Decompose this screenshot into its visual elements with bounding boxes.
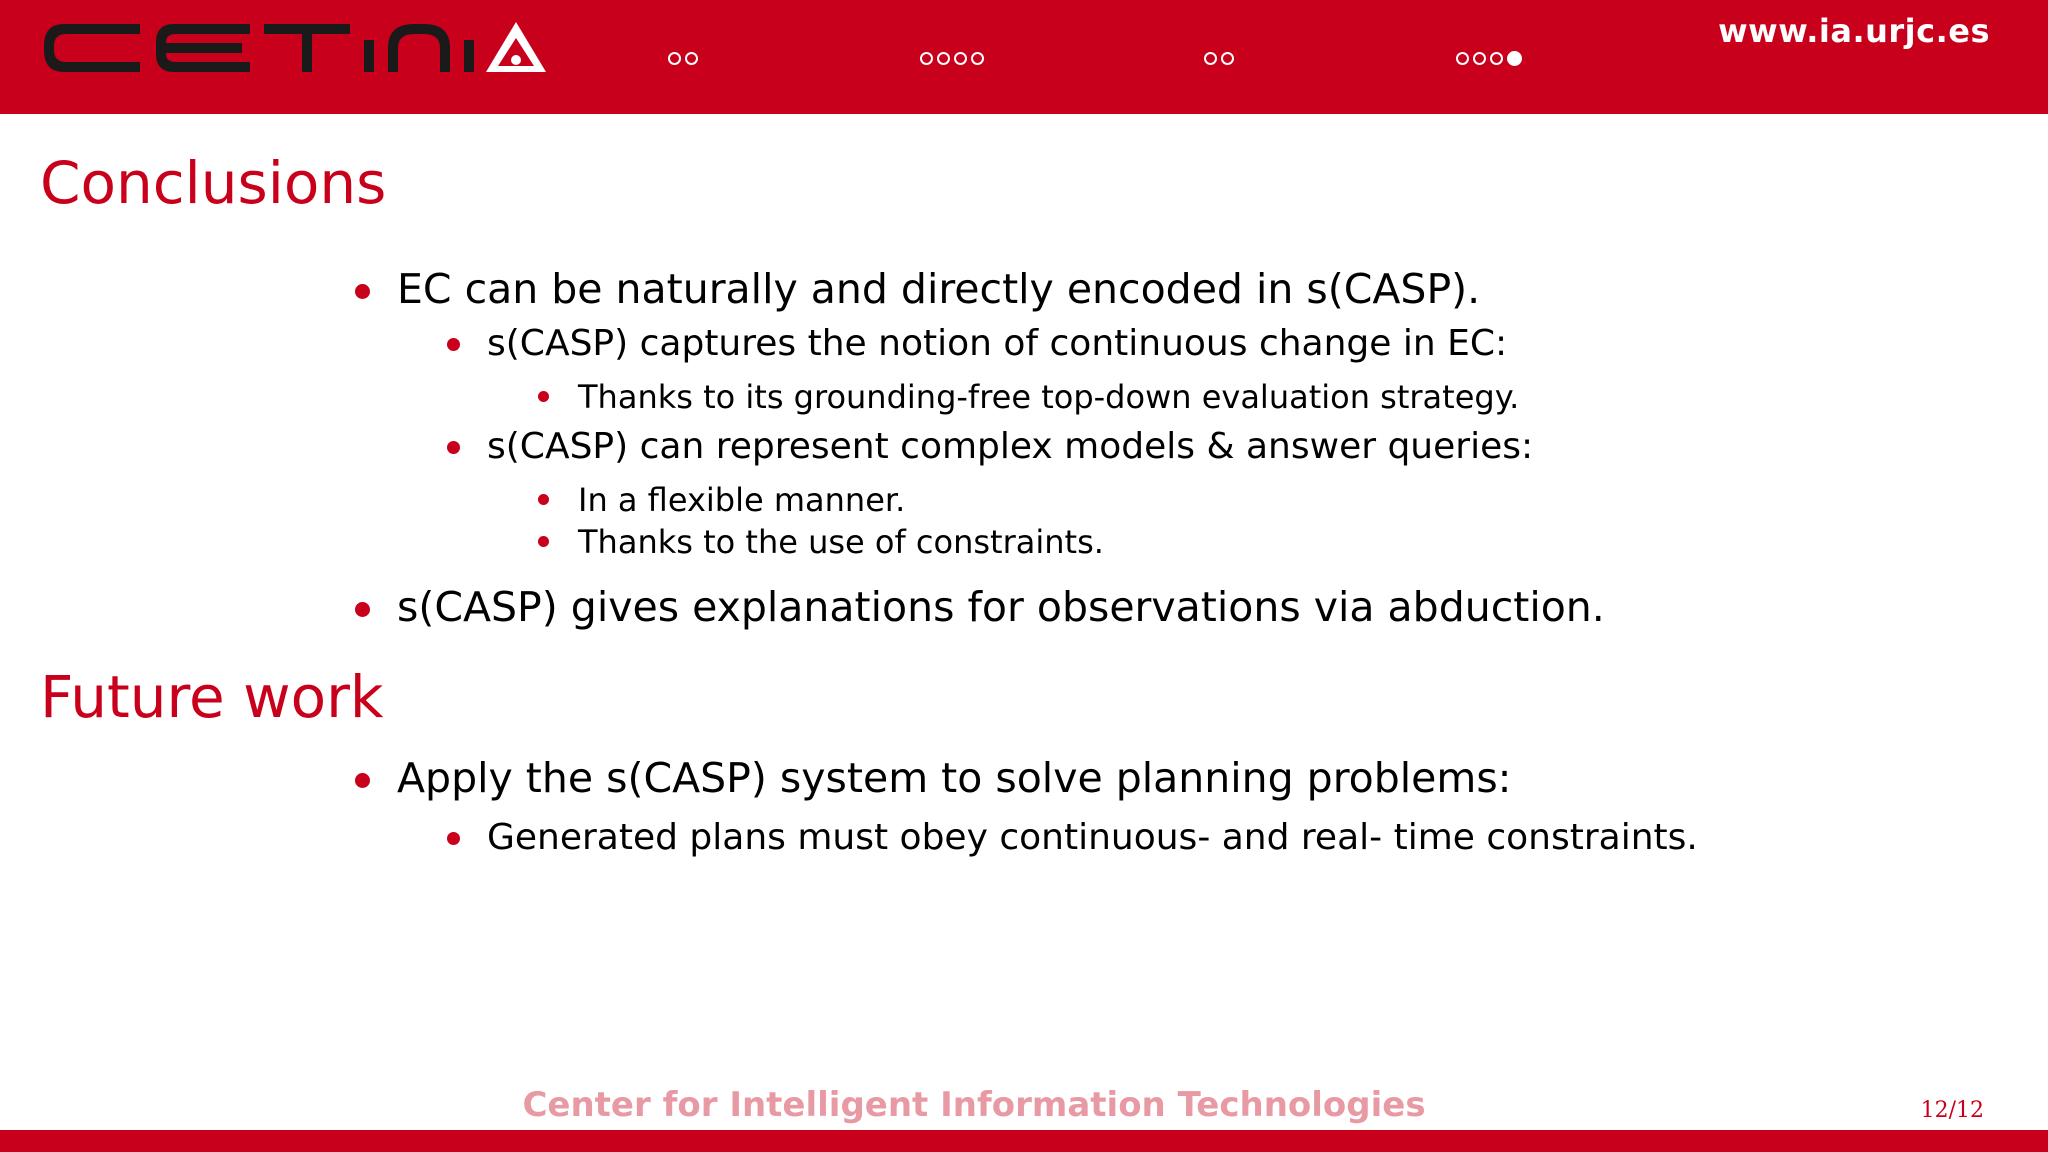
bullet-icon <box>447 832 460 845</box>
nav-section-2[interactable] <box>920 48 984 68</box>
list-item <box>578 523 1104 561</box>
nav-dot[interactable] <box>668 52 681 65</box>
list-item-text: In a flexible manner. <box>578 481 906 519</box>
list-item <box>397 583 1605 631</box>
header-bar <box>0 0 2048 114</box>
nav-section-4[interactable] <box>1456 48 1522 68</box>
bullet-icon <box>355 773 370 788</box>
website-url: www.ia.urjc.es <box>1718 12 1990 50</box>
bullet-icon <box>447 338 460 351</box>
nav-dot[interactable] <box>1473 52 1486 65</box>
list-item-text: Apply the s(CASP) system to solve planning problems: <box>397 754 1512 802</box>
bullet-icon <box>355 602 370 617</box>
nav-dot[interactable] <box>1204 52 1217 65</box>
bullet-icon <box>538 391 549 402</box>
list-item-text: EC can be naturally and directly encoded in s(CASP). <box>397 265 1481 313</box>
bullet-icon <box>538 494 549 505</box>
footer-center-text: Center for Intelligent Information Technologies <box>522 1085 1426 1125</box>
nav-dot[interactable] <box>971 52 984 65</box>
footer-bar <box>0 1130 2048 1152</box>
nav-dot[interactable] <box>937 52 950 65</box>
list-item-text: s(CASP) captures the notion of continuous change in EC: <box>487 323 1508 364</box>
nav-dot[interactable] <box>1221 52 1234 65</box>
list-item-text: Thanks to its grounding-free top-down evaluation strategy. <box>578 378 1520 416</box>
list-item <box>397 754 1512 802</box>
list-item-text: s(CASP) gives explanations for observations via abduction. <box>397 583 1605 631</box>
cetinia-logo <box>42 18 546 78</box>
list-item-text: Generated plans must obey continuous- and real- time constraints. <box>487 817 1698 858</box>
future-work-title: Future work <box>40 663 384 731</box>
page-number: 12/12 <box>1920 1098 1984 1123</box>
bullet-icon <box>538 536 549 547</box>
list-item-text: s(CASP) can represent complex models & answer queries: <box>487 426 1534 467</box>
conclusions-title: Conclusions <box>40 149 387 217</box>
nav-section-3[interactable] <box>1204 48 1234 68</box>
list-item-text: Thanks to the use of constraints. <box>578 523 1104 561</box>
list-item <box>487 323 1508 364</box>
list-item <box>397 265 1481 313</box>
bullet-icon <box>355 284 370 299</box>
nav-dot[interactable] <box>954 52 967 65</box>
nav-dot[interactable] <box>1456 52 1469 65</box>
nav-section-1[interactable] <box>668 48 698 68</box>
nav-dot[interactable] <box>685 52 698 65</box>
bullet-icon <box>447 441 460 454</box>
nav-dot[interactable] <box>1490 52 1503 65</box>
nav-dot-current[interactable] <box>1507 51 1522 66</box>
list-item <box>487 817 1698 858</box>
list-item <box>578 378 1520 416</box>
list-item <box>578 481 906 519</box>
nav-dot[interactable] <box>920 52 933 65</box>
list-item <box>487 426 1534 467</box>
